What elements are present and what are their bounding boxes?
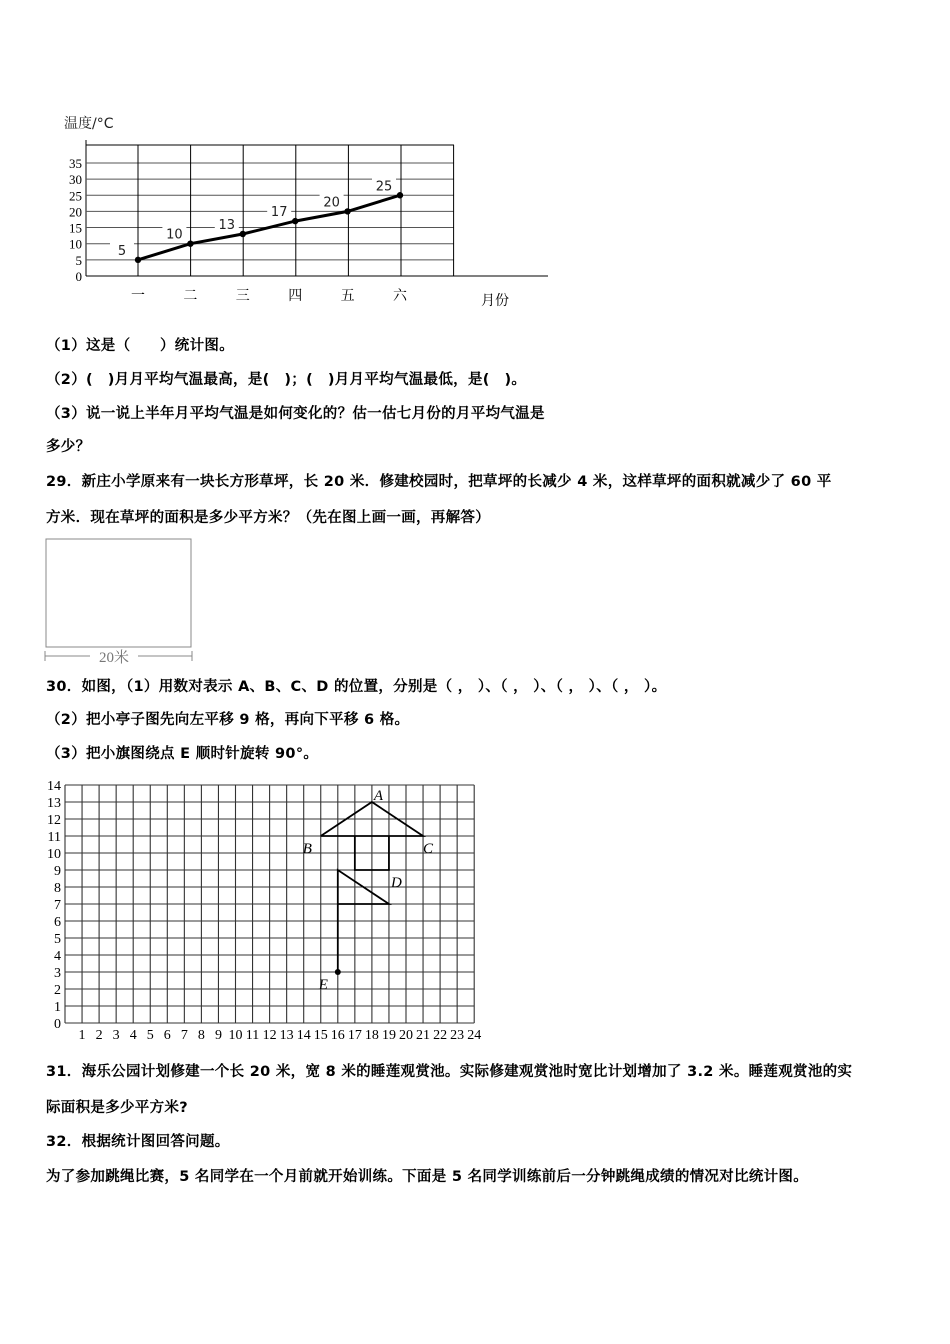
- data-label: 17: [270, 205, 288, 221]
- q29-text: 29．新庄小学原来有一块长方形草坪，长 20 米．修建校园时，把草坪的长减少 4 米，这样草坪的面积就减少了 60 平: [46, 474, 832, 490]
- y-tick-label: 0: [54, 1017, 61, 1032]
- y-tick-label: 10: [69, 236, 82, 252]
- q32-text: 32．根据统计图回答问题。: [46, 1134, 230, 1150]
- x-tick-label: 17: [347, 1028, 362, 1043]
- x-tick-label: 22: [433, 1028, 448, 1043]
- y-tick-label: 4: [54, 949, 61, 964]
- x-tick-label: 三: [235, 288, 250, 304]
- x-tick-label: 18: [364, 1028, 379, 1043]
- q32-description: 为了参加跳绳比赛，5 名同学在一个月前就开始训练。下面是 5 名同学训练前后一分钟跳绳成绩的情况对比统计图。: [46, 1169, 809, 1185]
- y-tick-label: 20: [69, 204, 82, 220]
- y-tick-label: 1: [54, 1000, 61, 1015]
- q30-sub2: （2）把小亭子图先向左平移 9 格，再向下平移 6 格。: [46, 712, 410, 728]
- y-tick-label: 7: [54, 898, 61, 913]
- data-label: 5: [117, 243, 127, 259]
- data-label: 13: [218, 218, 236, 234]
- x-tick-label: 2: [95, 1028, 103, 1043]
- q31-text-cont: 际面积是多少平方米?: [46, 1100, 188, 1116]
- y-tick-label: 2: [54, 983, 61, 998]
- data-label: 25: [375, 179, 393, 195]
- x-tick-label: 4: [129, 1028, 137, 1043]
- x-tick-label: 13: [279, 1028, 294, 1043]
- x-tick-label: 5: [146, 1028, 154, 1043]
- y-tick-label: 8: [54, 881, 61, 896]
- x-tick-label: 7: [180, 1028, 188, 1043]
- point-label-e: E: [318, 977, 328, 993]
- point-label-b: B: [302, 841, 312, 857]
- y-axis-label: 温度/°C: [64, 116, 114, 132]
- y-tick-label: 35: [69, 155, 82, 171]
- y-tick-label: 3: [54, 966, 61, 981]
- x-tick-label: 23: [450, 1028, 465, 1043]
- x-tick-label: 8: [197, 1028, 205, 1043]
- x-tick-label: 一: [131, 288, 145, 304]
- x-tick-label: 四: [288, 288, 303, 304]
- y-tick-label: 15: [69, 220, 82, 236]
- y-tick-label: 13: [47, 796, 61, 811]
- y-tick-label: 11: [47, 830, 61, 845]
- q29-text-cont: 方米．现在草坪的面积是多少平方米？（先在图上画一画，再解答）: [46, 510, 490, 526]
- y-tick-label: 30: [69, 172, 82, 188]
- x-tick-label: 14: [296, 1028, 311, 1043]
- y-tick-label: 0: [75, 269, 82, 284]
- q28-sub2: （2）( )月月平均气温最高，是( )；( )月月平均气温最低，是( )。: [46, 372, 527, 388]
- q28-sub3-cont: 多少？: [46, 439, 91, 455]
- x-tick-label: 3: [112, 1028, 120, 1043]
- x-tick-label: 20: [399, 1028, 413, 1043]
- point-label-c: C: [423, 841, 434, 857]
- x-tick-label: 11: [245, 1028, 260, 1043]
- data-label: 20: [323, 195, 340, 211]
- x-tick-label: 9: [214, 1028, 222, 1043]
- y-tick-label: 5: [75, 252, 82, 268]
- x-tick-label: 21: [416, 1028, 431, 1043]
- point-e-dot: [335, 969, 341, 975]
- point-label-d: D: [390, 875, 402, 891]
- y-tick-label: 5: [54, 932, 61, 947]
- x-tick-label: 24: [467, 1028, 482, 1043]
- data-label: 10: [166, 227, 183, 243]
- q28-sub1: （1）这是（ ）统计图。: [46, 338, 234, 354]
- x-tick-label: 6: [163, 1028, 171, 1043]
- y-tick-label: 12: [47, 813, 61, 828]
- x-axis-label: 月份: [481, 293, 509, 309]
- x-tick-label: 10: [228, 1028, 243, 1043]
- q28-sub3: （3）说一说上半年月平均气温是如何变化的？估一估七月份的月平均气温是: [46, 406, 545, 422]
- q30-sub3: （3）把小旗图绕点 E 顺时针旋转 90°。: [46, 746, 319, 762]
- x-tick-label: 16: [330, 1028, 345, 1043]
- x-tick-label: 五: [340, 288, 355, 304]
- point-label-a: A: [373, 788, 384, 804]
- x-tick-label: 19: [381, 1028, 396, 1043]
- y-tick-label: 6: [54, 915, 61, 930]
- x-tick-label: 二: [183, 288, 198, 304]
- x-tick-label: 六: [393, 288, 407, 304]
- dimension-label: 20米: [98, 650, 130, 666]
- y-tick-label: 9: [54, 864, 61, 879]
- x-tick-label: 12: [262, 1028, 277, 1043]
- q30-text: 30．如图，（1）用数对表示 A、B、C、D 的位置，分别是（ ， ）、（ ， ）、（ ， ）、（ ， ）。: [46, 679, 667, 695]
- y-tick-label: 10: [47, 847, 61, 862]
- x-tick-label: 1: [78, 1028, 86, 1043]
- q31-text: 31．海乐公园计划修建一个长 20 米，宽 8 米的睡莲观赏池。实际修建观赏池时宽比计划增加了 3.2 米。睡莲观赏池的实: [46, 1064, 853, 1080]
- y-tick-label: 25: [69, 188, 82, 204]
- x-tick-label: 15: [313, 1028, 328, 1043]
- y-tick-label: 14: [47, 779, 61, 794]
